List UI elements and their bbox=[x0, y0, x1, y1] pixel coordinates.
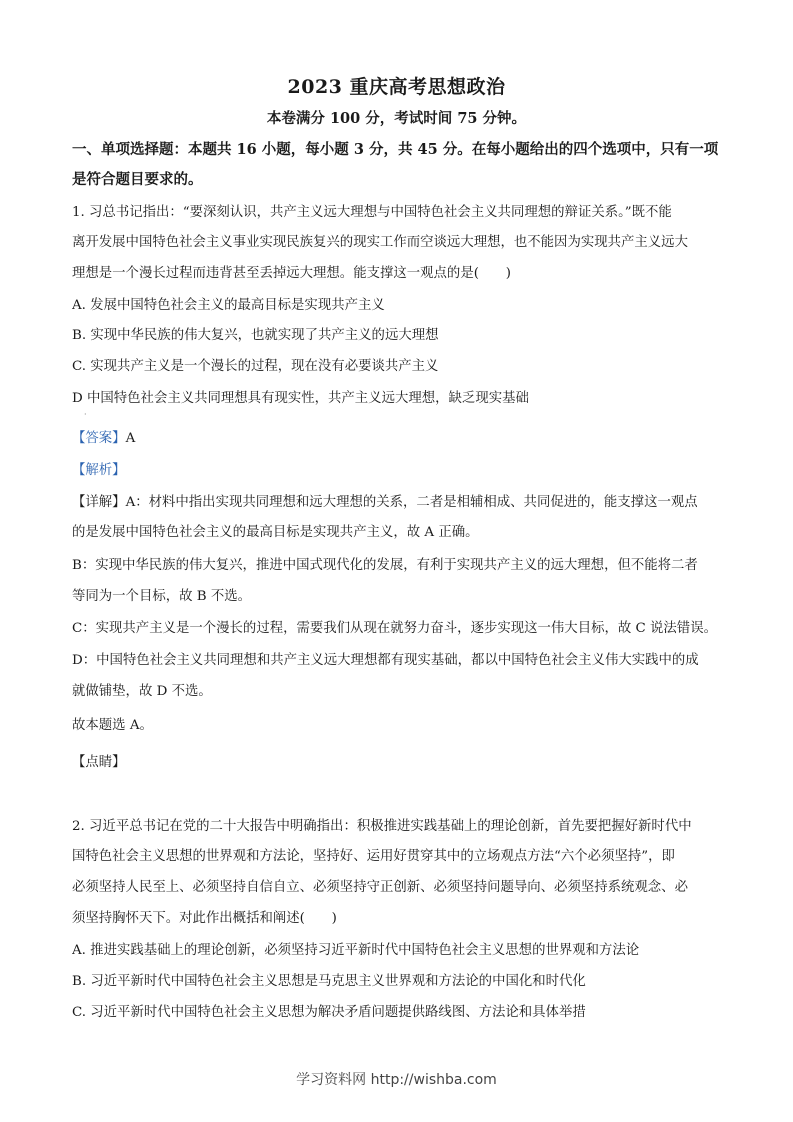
q1-stem-line-2: 离开发展中国特色社会主义事业实现民族复兴的现实工作而空谈远大理想，也不能因为实现共产主义远大 bbox=[72, 235, 688, 250]
q1-option-d: D 中国特色社会主义共同理想具有现实性，共产主义远大理想，缺乏现实基础 bbox=[72, 391, 529, 406]
answer-value: A bbox=[125, 431, 136, 446]
q1-detail-d-line-2: 就做铺垫，故 D 不选。 bbox=[72, 684, 212, 699]
comment-tag: 【点睛】 bbox=[72, 755, 126, 770]
q1-detail-line-2: 的是发展中国特色社会主义的最高目标是实现共产主义，故 A 正确。 bbox=[72, 525, 479, 540]
q2-option-a: A. 推进实践基础上的理论创新，必须坚持习近平新时代中国特色社会主义思想的世界观和方法论 bbox=[72, 943, 640, 958]
q1-option-a: A. 发展中国特色社会主义的最高目标是实现共产主义 bbox=[72, 298, 385, 313]
q1-detail-line-1 bbox=[72, 493, 732, 513]
q1-conclusion: 故本题选 A。 bbox=[72, 718, 153, 733]
q1-detail-c-line-1: C：实现共产主义是一个漫长的过程，需要我们从现在就努力奋斗，逐步实现这一伟大目标，故 C 说法错误。 bbox=[72, 621, 717, 636]
q1-detail-b-line-2: 等同为一个目标，故 B 不选。 bbox=[72, 589, 252, 604]
section-heading: 一、单项选择题：本题共 16 小题，每小题 3 分，共 45 分。在每小题给出的四个选项中，只有一项是符合题目要求的。 bbox=[72, 141, 719, 188]
q2-stem-line-2: 国特色社会主义思想的世界观和方法论，坚持好、运用好贯穿其中的立场观点方法“六个必须坚持”，即 bbox=[72, 849, 675, 864]
stray-mark: · bbox=[84, 410, 87, 419]
q1-detail-b-line-1: B：实现中华民族的伟大复兴，推进中国式现代化的发展，有利于实现共产主义的远大理想，但不能将二者 bbox=[72, 558, 698, 573]
q1-answer bbox=[72, 429, 732, 449]
q2-option-b: B. 习近平新时代中国特色社会主义思想是马克思主义世界观和方法论的中国化和时代化 bbox=[72, 974, 586, 989]
detail-tag: 【详解】 bbox=[72, 495, 126, 510]
document-subtitle: 本卷满分 100 分，考试时间 75 分钟。 bbox=[266, 110, 527, 127]
q2-option-c: C. 习近平新时代中国特色社会主义思想为解决矛盾问题提供路线图、方法论和具体举措 bbox=[72, 1005, 586, 1020]
answer-tag: 【答案】 bbox=[72, 431, 126, 446]
detail-text-a: A：材料中指出实现共同理想和远大理想的关系，二者是相辅相成、共同促进的，能支撑这一观点 bbox=[125, 495, 698, 510]
q1-detail-d-line-1: D：中国特色社会主义共同理想和共产主义远大理想都有现实基础，都以中国特色社会主义伟大实践中的成 bbox=[72, 653, 699, 668]
q1-stem-line-1: 1. 习总书记指出：“要深刻认识，共产主义远大理想与中国特色社会主义共同理想的辩证关系。”既不能 bbox=[72, 205, 672, 220]
q2-stem-line-4: 须坚持胸怀天下。对此作出概括和阐述( ) bbox=[72, 911, 337, 926]
q1-option-b: B. 实现中华民族的伟大复兴，也就实现了共产主义的远大理想 bbox=[72, 328, 439, 343]
analysis-tag: 【解析】 bbox=[72, 463, 126, 478]
footer-watermark: 学习资料网 http://wishba.com bbox=[296, 1072, 497, 1088]
q2-stem-line-3: 必须坚持人民至上、必须坚持自信自立、必须坚持守正创新、必须坚持问题导向、必须坚持系统观念、必 bbox=[72, 880, 688, 895]
q2-stem-line-1: 2. 习近平总书记在党的二十大报告中明确指出：积极推进实践基础上的理论创新，首先要把握好新时代中 bbox=[72, 819, 692, 834]
document-title: 2023 重庆高考思想政治 bbox=[287, 76, 506, 98]
q1-stem-line-3: 理想是一个漫长过程而违背甚至丢掉远大理想。能支撑这一观点的是( ) bbox=[72, 266, 511, 281]
q1-option-c: C. 实现共产主义是一个漫长的过程，现在没有必要谈共产主义 bbox=[72, 359, 439, 374]
